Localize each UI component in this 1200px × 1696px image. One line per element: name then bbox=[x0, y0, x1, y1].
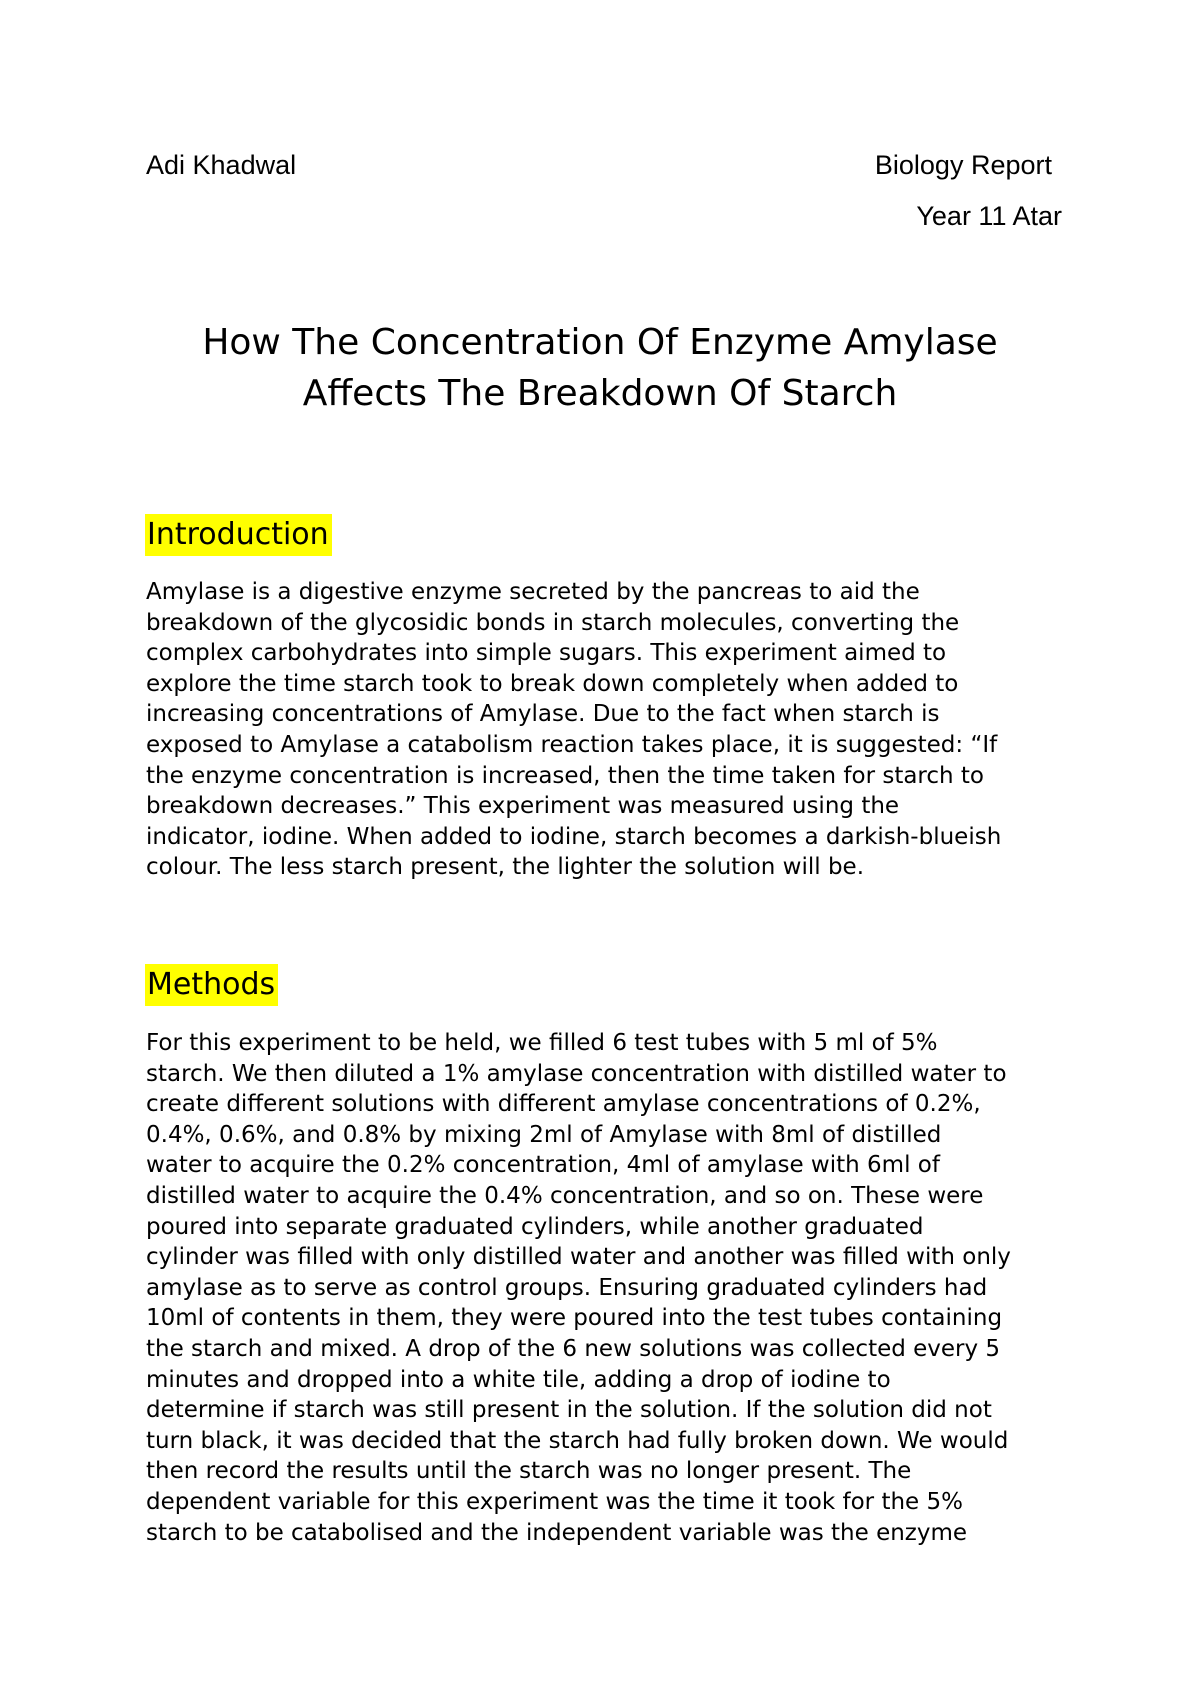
report-type: Biology Report bbox=[874, 150, 1052, 180]
introduction-line: increasing concentrations of Amylase. Due to the fact when starch is bbox=[146, 701, 940, 728]
introduction-line: indicator, iodine. When added to iodine, starch becomes a darkish-blueish bbox=[146, 823, 1002, 850]
introduction-line: Amylase is a digestive enzyme secreted by the pancreas to aid the bbox=[146, 579, 920, 605]
introduction-line: explore the time starch took to break down completely when added to bbox=[146, 670, 959, 697]
introduction-heading: Introduction bbox=[145, 514, 332, 556]
methods-line: minutes and dropped into a white tile, adding a drop of iodine to bbox=[146, 1366, 891, 1393]
methods-line: determine if starch was still present in the solution. If the solution did not bbox=[146, 1397, 992, 1424]
introduction-line: complex carbohydrates into simple sugars. This experiment aimed to bbox=[146, 640, 947, 667]
introduction-line: the enzyme concentration is increased, then the time taken for starch to bbox=[146, 762, 985, 789]
methods-line: the starch and mixed. A drop of the 6 new solutions was collected every 5 bbox=[146, 1335, 1001, 1362]
introduction-line: exposed to Amylase a catabolism reaction takes place, it is suggested: “If bbox=[146, 731, 998, 758]
methods-line: dependent variable for this experiment was the time it took for the 5% bbox=[146, 1488, 963, 1515]
methods-line: water to acquire the 0.2% concentration, 4ml of amylase with 6ml of bbox=[146, 1152, 940, 1179]
report-title-line-1: How The Concentration Of Enzyme Amylase bbox=[202, 322, 998, 363]
methods-line: amylase as to serve as control groups. Ensuring graduated cylinders had bbox=[146, 1274, 988, 1301]
introduction-line: breakdown decreases.” This experiment was measured using the bbox=[146, 793, 900, 820]
author-name: Adi Khadwal bbox=[146, 150, 297, 180]
report-title-line-2: Affects The Breakdown Of Starch bbox=[302, 373, 898, 414]
year-level: Year 11 Atar bbox=[916, 201, 1062, 231]
methods-line: poured into separate graduated cylinders, while another graduated bbox=[146, 1213, 924, 1240]
methods-line: starch. We then diluted a 1% amylase concentration with distilled water to bbox=[146, 1060, 1007, 1087]
methods-heading: Methods bbox=[145, 964, 278, 1006]
introduction-line: breakdown of the glycosidic bonds in starch molecules, converting the bbox=[146, 609, 960, 636]
methods-line: turn black, it was decided that the starch had fully broken down. We would bbox=[146, 1427, 1009, 1454]
methods-line: starch to be catabolised and the independent variable was the enzyme bbox=[146, 1519, 968, 1546]
methods-line: 0.4%, 0.6%, and 0.8% by mixing 2ml of Amylase with 8ml of distilled bbox=[146, 1121, 942, 1148]
introduction-paragraph bbox=[146, 577, 1066, 883]
methods-line: 10ml of contents in them, they were poured into the test tubes containing bbox=[146, 1305, 1003, 1332]
methods-line: distilled water to acquire the 0.4% concentration, and so on. These were bbox=[146, 1182, 984, 1209]
introduction-line: colour. The less starch present, the lighter the solution will be. bbox=[146, 854, 865, 881]
methods-paragraph bbox=[146, 1028, 1066, 1548]
report-title bbox=[100, 317, 1100, 419]
methods-line: create different solutions with different amylase concentrations of 0.2%, bbox=[146, 1091, 981, 1118]
methods-line: cylinder was filled with only distilled water and another was filled with only bbox=[146, 1244, 1011, 1271]
methods-line: For this experiment to be held, we filled 6 test tubes with 5 ml of 5% bbox=[146, 1030, 938, 1056]
methods-line: then record the results until the starch was no longer present. The bbox=[146, 1458, 912, 1485]
